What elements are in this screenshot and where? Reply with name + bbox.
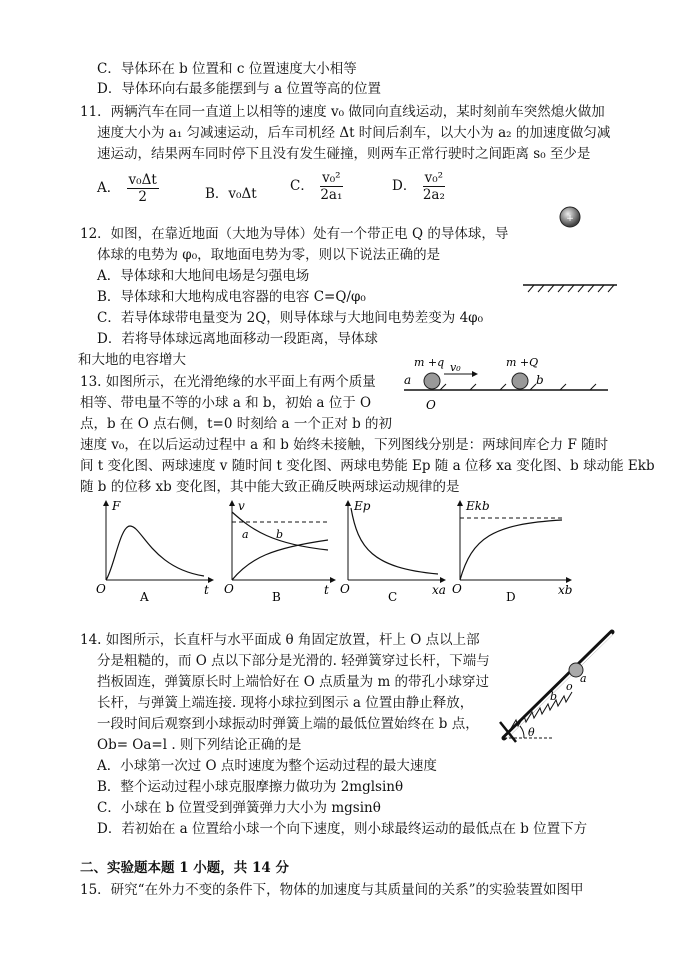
option-label: B． <box>205 186 229 202</box>
graph-caption: B <box>272 590 281 604</box>
q13-figure <box>400 352 610 412</box>
option-label: D． <box>392 178 417 194</box>
axis-x-label: t <box>324 583 329 597</box>
curve-ekb <box>460 520 562 580</box>
q14-stem-3: 挡板固连，弹簧原长时上端恰好在 O 点质量为 m 的带孔小球穿过 <box>97 674 490 690</box>
q13-stem-3: 点，b 在 O 点右侧，t=0 时刻给 a 一个正对 b 的初 <box>80 416 393 432</box>
q12-figure <box>520 200 620 295</box>
frac-num: v₀² <box>322 170 341 186</box>
frac-den: 2a₁ <box>320 187 343 203</box>
rod-highlight <box>506 634 612 738</box>
axis-y-label: Ep <box>354 499 371 513</box>
graph-caption: D <box>506 590 516 604</box>
q12-option-c: C．若导体球带电量变为 2Q，则导体球与大地间电势差变为 4φ₀ <box>97 310 484 326</box>
label-mq-a: m +q <box>414 356 445 369</box>
label-theta: θ <box>528 726 535 739</box>
q14-figure <box>494 626 624 746</box>
axis-x-label: xa <box>432 583 446 597</box>
q14-stem-1: 14. 如图所示，长直杆与水平面成 θ 角固定放置，杆上 O 点以上部 <box>80 632 480 648</box>
q11-option-a <box>97 172 161 205</box>
frac-den: 2 <box>138 189 147 205</box>
q10-option-c: C．导体环在 b 位置和 c 位置速度大小相等 <box>97 61 357 77</box>
q14-option-c: C．小球在 b 位置受到弹簧弹力大小为 mgsinθ <box>97 800 381 816</box>
section-title: 二、实验题本题 1 小题，共 14 分 <box>80 860 289 876</box>
origin-label: O <box>224 582 234 596</box>
axis-x-label: xb <box>558 583 573 597</box>
q11-option-b <box>205 182 257 202</box>
ball-b <box>512 373 528 389</box>
q10-option-d: D．导体环向右最多能摆到与 a 位置等高的位置 <box>97 81 381 97</box>
q13-stem-2: 相等、带电量不等的小球 a 和 b，初始 a 位于 O <box>80 395 372 411</box>
angle-arc <box>520 726 524 738</box>
q13-stem-4: 速度 v₀，在以后运动过程中 a 和 b 始终未接触，下列图线分别是：两球间库仑力 F 随时 <box>80 437 609 453</box>
velocity-arrowhead <box>472 371 478 377</box>
origin-label: O <box>452 582 462 596</box>
curve-b-label: b <box>276 528 284 541</box>
q13-stem-5: 间 t 变化图、两球速度 v 随时间 t 变化图、两球电势能 Ep 随 a 位移 xa 变化图、b 球动能 Ekb <box>80 458 655 474</box>
q12-option-a: A．导体球和大地间电场是匀强电场 <box>97 268 310 284</box>
q14-stem-6: Ob= Oa=l . 则下列结论正确的是 <box>97 737 302 753</box>
option-label: C． <box>290 178 314 194</box>
graph-a <box>96 499 214 604</box>
label-v0: v₀ <box>450 361 461 374</box>
q13-stem-6: 随 b 的位移 xb 变化图，其中能大致正确反映两球运动规律的是 <box>80 479 460 495</box>
spring <box>510 692 572 730</box>
q12-stem-1: 12．如图，在靠近地面（大地为导体）处有一个带正电 Q 的导体球，导 <box>80 226 509 242</box>
graph-c <box>340 499 446 604</box>
axis-y-label: Ekb <box>466 499 490 513</box>
q14-option-a: A．小球第一次过 O 点时速度为整个运动过程的最大速度 <box>97 758 437 774</box>
curve-ep <box>351 508 438 574</box>
ground-hatch <box>528 285 614 292</box>
option-label: A． <box>97 180 121 196</box>
label-O: O <box>426 398 436 412</box>
q14-stem-2: 分是粗糙的，而 O 点以下部分是光滑的. 轻弹簧穿过长杆，下端与 <box>97 653 490 669</box>
option-text: v₀Δt <box>228 186 257 202</box>
axis-y-label: F <box>112 499 121 513</box>
origin-label: O <box>96 582 106 596</box>
q13-stem-1: 13. 如图所示，在光滑绝缘的水平面上有两个质量 <box>80 374 376 390</box>
graph-caption: A <box>140 590 149 604</box>
ball-a <box>424 373 440 389</box>
q11-stem-1: 11．两辆汽车在同一直道上以相等的速度 v₀ 做同向直线运动，某时刻前车突然熄火做加 <box>80 104 605 120</box>
label-b: b <box>550 690 558 703</box>
label-a: a <box>404 373 412 387</box>
q14-stem-4: 长杆，与弹簧上端连接. 现将小球拉到图示 a 位置由静止释放， <box>97 695 474 711</box>
origin-label: O <box>340 582 350 596</box>
frac-den: 2a₂ <box>422 187 445 203</box>
q15-stem: 15．研究“在外力不变的条件下，物体的加速度与其质量间的关系”的实验装置如图甲 <box>80 882 584 898</box>
q14-option-b: B．整个运动过程小球克服摩擦力做功为 2mglsinθ <box>97 779 404 795</box>
q11-stem-3: 速运动，结果两车同时停下且没有发生碰撞，则两车正常行驶时之间距离 s₀ 至少是 <box>97 146 591 162</box>
curve-vb <box>232 540 328 580</box>
label-mq-b: m +Q <box>506 356 539 369</box>
axis-x-label: t <box>204 583 209 597</box>
curve-f <box>106 526 204 580</box>
frac-num: v₀Δt <box>128 172 157 188</box>
q12-option-d-1: D．若将导体球远离地面移动一段距离，导体球 <box>97 331 378 347</box>
q12-option-b: B．导体球和大地构成电容器的电容 C=Q/φ₀ <box>97 289 366 305</box>
q14-stem-5: 一段时间后观察到小球振动时弹簧上端的最低位置始终在 b 点， <box>97 716 479 732</box>
q12-option-d-2: 和大地的电容增大 <box>78 352 186 368</box>
graph-d <box>452 499 572 604</box>
label-o: o <box>566 680 573 693</box>
graph-b <box>224 499 336 604</box>
graph-caption: C <box>388 590 398 604</box>
q11-option-d <box>392 170 447 203</box>
q14-option-d: D．若初始在 a 位置给小球一个向下速度，则小球最终运动的最低点在 b 位置下方 <box>97 821 588 837</box>
label-a: a <box>580 672 587 685</box>
q13-graphs <box>92 498 592 608</box>
q11-option-c <box>290 170 345 203</box>
q11-stem-2: 速度大小为 a₁ 匀减速运动，后车司机经 Δt 时间后刹车，以大小为 a₂ 的加速度做匀减 <box>97 125 611 141</box>
frac-num: v₀² <box>424 170 444 186</box>
q12-stem-2: 体球的电势为 φ₀，取地面电势为零，则以下说法正确的是 <box>97 247 441 263</box>
curve-a-label: a <box>242 528 249 541</box>
axis-y-label: v <box>238 499 245 513</box>
charge-sign: + <box>566 214 574 224</box>
label-b: b <box>536 373 544 387</box>
